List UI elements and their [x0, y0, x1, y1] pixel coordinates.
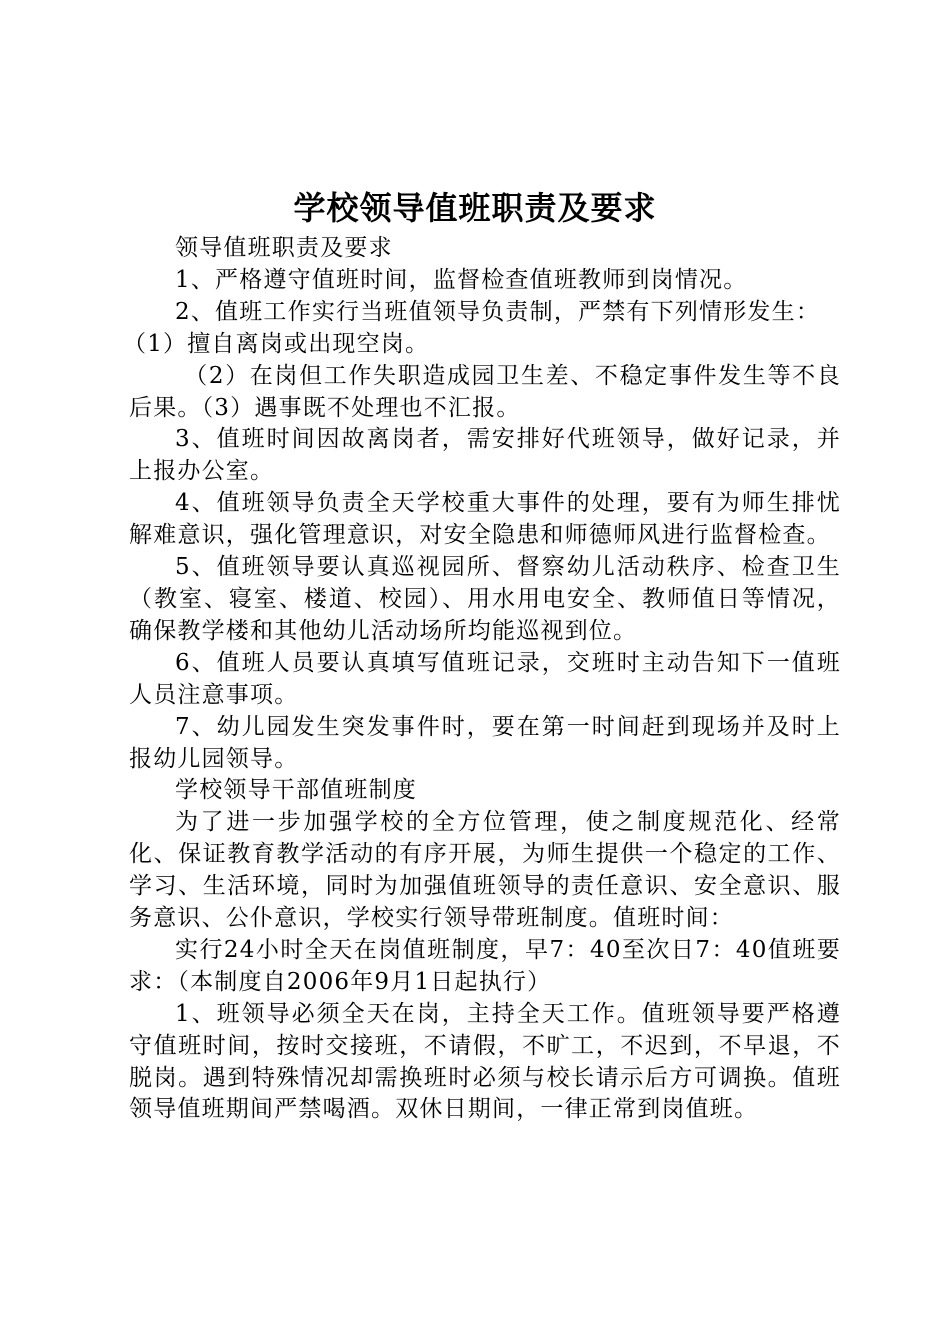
paragraph-system-intro: 为了进一步加强学校的全方位管理，使之制度规范化、经常化、保证教育教学活动的有序开展，为师生提供一个稳定的工作、学习、生活环境，同时为加强值班领导的责任意识、安全意识、服务意识、公仆意识，学校实行领导带班制度。值班时间：: [129, 809, 841, 932]
paragraph-system-rule-1: 1、班领导必须全天在岗，主持全天工作。值班领导要严格遵守值班时间，按时交接班，不请假，不旷工，不迟到，不早退，不脱岗。遇到特殊情况却需换班时必须与校长请示后方可调换。值班领导值班期间严禁喝酒。双休日期间，一律正常到岗值班。: [129, 1000, 841, 1123]
document-body: [123, 233, 841, 1126]
document-title: 学校领导值班职责及要求: [293, 189, 657, 227]
paragraph-duty-4: 4、值班领导负责全天学校重大事件的处理，要有为师生排忧解难意识，强化管理意识，对安全隐患和师德师风进行监督检查。: [129, 490, 841, 549]
paragraph-duty-2-item-1: （1）擅自离岗或出现空岗。: [123, 330, 430, 357]
paragraph-duty-2: 2、值班工作实行当班值领导负责制，严禁有下列情形发生：: [175, 298, 821, 325]
paragraph-duty-3: 3、值班时间因故离岗者，需安排好代班领导，做好记录，并上报办公室。: [129, 426, 841, 485]
paragraph-duty-2-items-2-3: （2）在岗但工作失职造成园卫生差、不稳定事件发生等不良后果。（3）遇事既不处理也不汇报。: [129, 362, 841, 421]
section-heading-system: 学校领导干部值班制度: [175, 777, 417, 804]
paragraph-duty-1: 1、严格遵守值班时间，监督检查值班教师到岗情况。: [175, 266, 748, 293]
section-heading-duties: 领导值班职责及要求: [175, 235, 393, 261]
paragraph-system-hours: 实行24小时全天在岗值班制度，早7：40至次日7：40值班要求：（本制度自2006年9月1日起执行）: [129, 936, 841, 995]
paragraph-duty-5: 5、值班领导要认真巡视园所、督察幼儿活动秩序、检查卫生（教室、寝室、楼道、校园）、用水用电安全、教师值日等情况，确保教学楼和其他幼儿活动场所均能巡视到位。: [129, 554, 841, 644]
paragraph-duty-7: 7、幼儿园发生突发事件时，要在第一时间赶到现场并及时上报幼儿园领导。: [129, 713, 841, 772]
paragraph-duty-6: 6、值班人员要认真填写值班记录，交班时主动告知下一值班人员注意事项。: [129, 649, 841, 708]
